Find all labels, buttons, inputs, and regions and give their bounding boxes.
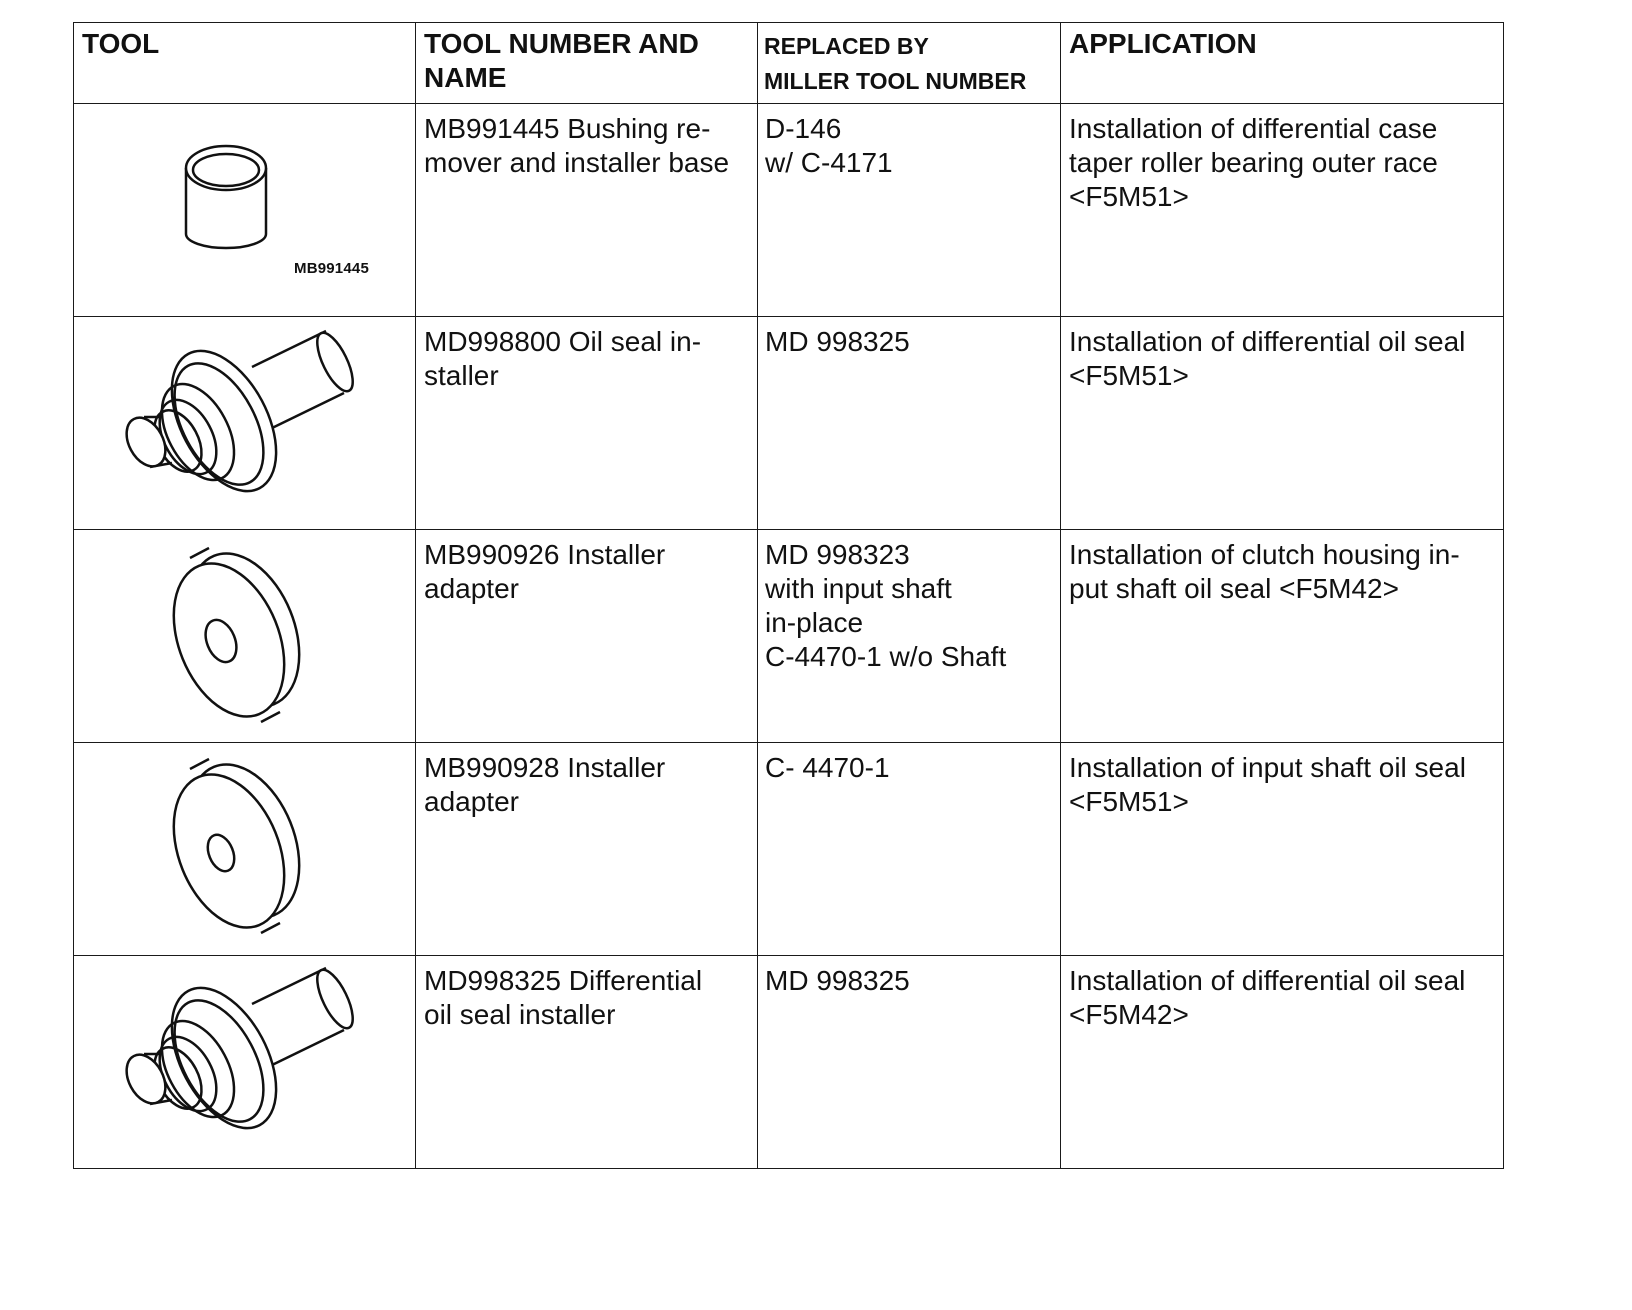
tool-number-name-cell: MB990928 Installer adapter — [416, 743, 758, 956]
header-tool: TOOL — [74, 23, 416, 104]
table-row — [74, 530, 1504, 743]
miller-tool-cell: MD 998325 — [758, 956, 1061, 1169]
installer-adapter-icon — [74, 743, 416, 955]
table-row — [74, 743, 1504, 956]
miller-tool-cell: C- 4470-1 — [758, 743, 1061, 956]
tool-number-name-cell: MD998325 Differential oil seal installer — [416, 956, 758, 1169]
miller-tool-cell: MD 998323 with input shaft in-place C-4470-1 w/o Shaft — [758, 530, 1061, 743]
application-cell: Installation of differential case taper roller bearing outer race <F5M51> — [1061, 104, 1504, 317]
tool-image-cell — [74, 956, 416, 1169]
installer-adapter-icon — [74, 530, 416, 742]
special-tools-table — [73, 22, 1504, 1169]
bushing-cylinder-icon — [74, 104, 416, 316]
oil-seal-installer-icon — [74, 317, 416, 529]
application-cell: Installation of clutch housing in- put shaft oil seal <F5M42> — [1061, 530, 1504, 743]
header-tool-number-and-name: TOOL NUMBER AND NAME — [416, 23, 758, 104]
oil-seal-installer-icon — [74, 956, 416, 1168]
header-replaced-by-miller: REPLACED BY MILLER TOOL NUMBER — [758, 23, 1061, 104]
tool-image-cell — [74, 530, 416, 743]
header-row — [74, 23, 1504, 104]
miller-tool-cell: MD 998325 — [758, 317, 1061, 530]
tool-image-cell — [74, 104, 416, 317]
tool-number-name-cell: MD998800 Oil seal in- staller — [416, 317, 758, 530]
tool-image-label: MB991445 — [294, 260, 369, 277]
application-cell: Installation of differential oil seal <F5M42> — [1061, 956, 1504, 1169]
header-application: APPLICATION — [1061, 23, 1504, 104]
table-row — [74, 956, 1504, 1169]
tool-number-name-cell: MB991445 Bushing re- mover and installer base — [416, 104, 758, 317]
application-cell: Installation of differential oil seal <F5M51> — [1061, 317, 1504, 530]
application-cell: Installation of input shaft oil seal <F5M51> — [1061, 743, 1504, 956]
tool-image-cell — [74, 743, 416, 956]
table-row — [74, 104, 1504, 317]
table-row — [74, 317, 1504, 530]
tool-image-cell — [74, 317, 416, 530]
tool-number-name-cell: MB990926 Installer adapter — [416, 530, 758, 743]
miller-tool-cell: D-146 w/ C-4171 — [758, 104, 1061, 317]
